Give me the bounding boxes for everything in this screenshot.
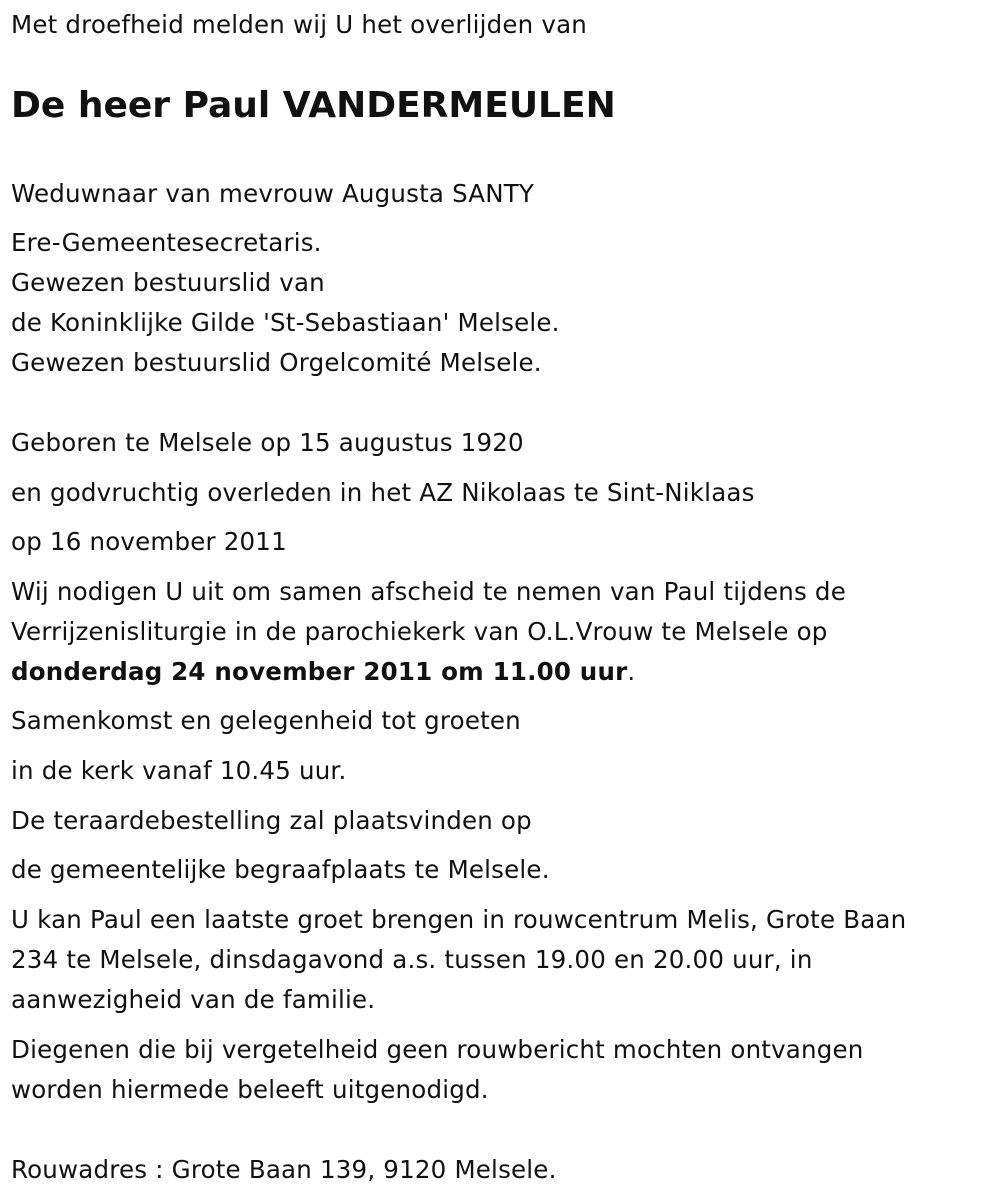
service-datetime-line xyxy=(11,657,635,687)
burial-line: De teraardebestelling zal plaatsvinden op xyxy=(11,806,532,835)
gathering-line: in de kerk vanaf 10.45 uur. xyxy=(11,756,347,785)
service-datetime: donderdag 24 november 2011 om 11.00 uur xyxy=(11,657,628,686)
visitation-line: U kan Paul een laatste groet brengen in rouwcentrum Melis, Grote Baan xyxy=(11,905,907,934)
title-line: Gewezen bestuurslid Orgelcomité Melsele. xyxy=(11,348,542,377)
gathering-line: Samenkomst en gelegenheid tot groeten xyxy=(11,706,521,735)
visitation-line: 234 te Melsele, dinsdagavond a.s. tussen 19.00 en 20.00 uur, in xyxy=(11,945,813,974)
visitation-line: aanwezigheid van de familie. xyxy=(11,985,376,1014)
birth-line: Geboren te Melsele op 15 augustus 1920 xyxy=(11,428,524,457)
title-line: de Koninklijke Gilde 'St-Sebastiaan' Melsele. xyxy=(11,308,560,337)
address-line: Rouwadres : Grote Baan 139, 9120 Melsele. xyxy=(11,1155,557,1184)
spouse-line: Weduwnaar van mevrouw Augusta SANTY xyxy=(11,179,535,208)
note-line: worden hiermede beleeft uitgenodigd. xyxy=(11,1075,489,1104)
deceased-name: De heer Paul VANDERMEULEN xyxy=(11,85,616,126)
title-line: Ere-Gemeentesecretaris. xyxy=(11,228,322,257)
service-datetime-suffix: . xyxy=(627,657,636,686)
note-line: Diegenen die bij vergetelheid geen rouwbericht mochten ontvangen xyxy=(11,1035,864,1064)
intro-text: Met droefheid melden wij U het overlijden van xyxy=(11,10,588,39)
invitation-line: Wij nodigen U uit om samen afscheid te nemen van Paul tijdens de xyxy=(11,577,846,606)
invitation-line: Verrijzenisliturgie in de parochiekerk van O.L.Vrouw te Melsele op xyxy=(11,617,828,646)
death-place-line: en godvruchtig overleden in het AZ Nikolaas te Sint-Niklaas xyxy=(11,478,755,507)
burial-line: de gemeentelijke begraafplaats te Melsele. xyxy=(11,855,550,884)
death-date-line: op 16 november 2011 xyxy=(11,527,287,556)
title-line: Gewezen bestuurslid van xyxy=(11,268,325,297)
